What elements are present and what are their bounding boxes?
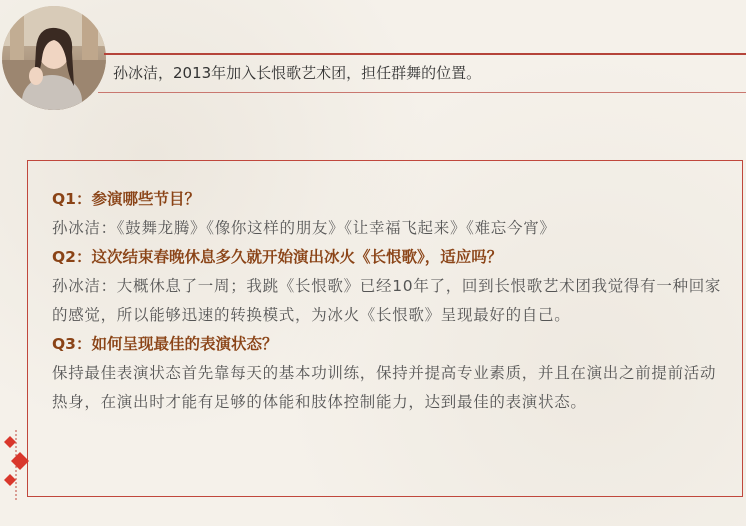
avatar-photo	[2, 6, 106, 110]
qa-content	[52, 185, 722, 417]
answer-1: 孙冰洁：《鼓舞龙腾》《像你这样的朋友》《让幸福飞起来》《难忘今宵》	[52, 219, 556, 237]
header-divider-top	[104, 53, 746, 55]
question-2: Q2：这次结束春晚休息多久就开始演出冰火《长恨歌》，适应吗？	[52, 248, 503, 266]
qa-box	[27, 160, 743, 497]
answer-3: 保持最佳表演状态首先靠每天的基本功训练，保持并提高专业素质，并且在演出之前提前活动热身，在演出时才能有足够的体能和肢体控制能力，达到最佳的表演状态。	[52, 364, 717, 411]
profile-intro: 孙冰洁，2013年加入长恨歌艺术团，担任群舞的位置。	[113, 64, 482, 82]
profile-header	[0, 0, 746, 120]
avatar	[2, 6, 106, 110]
question-3: Q3：如何呈现最佳的表演状态？	[52, 335, 278, 353]
question-1: Q1：参演哪些节目？	[52, 190, 200, 208]
header-divider-bottom	[98, 92, 746, 93]
answer-2: 孙冰洁：大概休息了一周；我跳《长恨歌》已经10年了，回到长恨歌艺术团我觉得有一种回家的感觉，所以能够迅速的转换模式，为冰火《长恨歌》呈现最好的自己。	[52, 277, 722, 324]
red-diamond-ornament-icon	[0, 430, 36, 502]
